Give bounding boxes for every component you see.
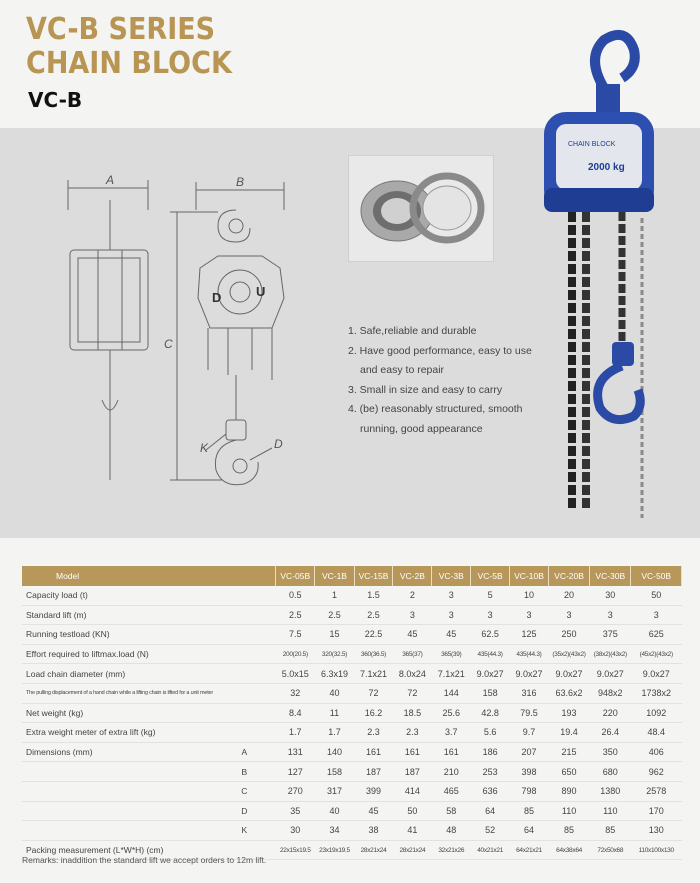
dimension-c-label: C (164, 337, 173, 351)
table-cell: 1092 (631, 703, 682, 723)
table-cell: 207 (510, 742, 549, 762)
table-cell: 365(37) (393, 644, 432, 664)
table-cell: 140 (315, 742, 354, 762)
table-cell: 3 (590, 605, 631, 625)
row-label: Extra weight meter of extra lift (kg) (22, 723, 213, 743)
feature-item: 1. Safe,reliable and durable (348, 325, 477, 337)
table-cell: 25.6 (432, 703, 471, 723)
table-cell: 50 (631, 586, 682, 605)
table-cell: 9.0x27 (548, 664, 589, 684)
table-row (22, 644, 682, 664)
header-model-column: VC-10B (510, 566, 549, 586)
header-model-column: VC-50B (631, 566, 682, 586)
table-cell: 625 (631, 625, 682, 645)
table-cell: (38x2)(43x2) (590, 644, 631, 664)
row-label: Capacity load (t) (22, 586, 213, 605)
table-cell: 636 (471, 781, 510, 801)
table-cell: 3 (471, 605, 510, 625)
table-cell: 435(44.3) (510, 644, 549, 664)
table-cell: 316 (510, 683, 549, 703)
table-cell: 7.1x21 (432, 664, 471, 684)
table-cell: 2 (393, 586, 432, 605)
table-header-row (22, 566, 682, 586)
row-label (22, 821, 213, 841)
specification-table (22, 566, 682, 860)
table-cell: 3 (393, 605, 432, 625)
row-label: The pulling displacement of a hand chain while a lifting chain is lifted for a unit meter (22, 683, 213, 703)
body-capacity-label: 2000 kg (588, 162, 625, 173)
table-cell: 465 (432, 781, 471, 801)
table-cell: 48 (432, 821, 471, 841)
table-cell: 127 (276, 762, 315, 782)
table-cell: 1.7 (315, 723, 354, 743)
table-row (22, 762, 682, 782)
table-cell: 130 (631, 821, 682, 841)
table-cell: 2.5 (315, 605, 354, 625)
row-sub-label (213, 683, 276, 703)
row-sub-label: A (213, 742, 276, 762)
table-cell: 215 (548, 742, 589, 762)
bearing-photo (348, 155, 494, 262)
row-sub-label (213, 664, 276, 684)
row-label: Net weight (kg) (22, 703, 213, 723)
table-row (22, 781, 682, 801)
table-cell: 131 (276, 742, 315, 762)
row-label: Packing measurement (L*W*H) (cm) (22, 840, 213, 860)
table-cell: 220 (590, 703, 631, 723)
header-model-column: VC-2B (393, 566, 432, 586)
table-cell: 3 (510, 605, 549, 625)
table-cell: 26.4 (590, 723, 631, 743)
header-model-column: VC-30B (590, 566, 631, 586)
table-cell: 22.5 (354, 625, 393, 645)
table-cell: 187 (393, 762, 432, 782)
table-cell: 62.5 (471, 625, 510, 645)
table-cell: 680 (590, 762, 631, 782)
series-title: VC-B SERIES (26, 12, 216, 47)
table-cell: 435(44.3) (471, 644, 510, 664)
feature-item: and easy to repair (360, 364, 445, 376)
table-cell: 650 (548, 762, 589, 782)
table-cell: 28x21x24 (393, 840, 432, 860)
header-model-column: VC-5B (471, 566, 510, 586)
table-cell: 125 (510, 625, 549, 645)
row-sub-label (213, 644, 276, 664)
table-cell: 3.7 (432, 723, 471, 743)
table-cell: 110x100x130 (631, 840, 682, 860)
table-cell: 2.5 (354, 605, 393, 625)
table-cell: 41 (393, 821, 432, 841)
table-cell: 406 (631, 742, 682, 762)
table-cell: 170 (631, 801, 682, 821)
table-cell: 64 (510, 821, 549, 841)
row-sub-label: K (213, 821, 276, 841)
table-cell: 15 (315, 625, 354, 645)
row-sub-label (213, 586, 276, 605)
product-title: CHAIN BLOCK (26, 46, 232, 81)
table-cell: 64x21x21 (510, 840, 549, 860)
table-cell: 72 (393, 683, 432, 703)
dimension-d-label: D (274, 437, 283, 451)
table-cell: 144 (432, 683, 471, 703)
row-label: Dimensions (mm) (22, 742, 213, 762)
table-cell: 1.5 (354, 586, 393, 605)
row-sub-label (213, 703, 276, 723)
dimension-k-label: K (200, 441, 209, 455)
row-label: Load chain diameter (mm) (22, 664, 213, 684)
table-cell: 962 (631, 762, 682, 782)
table-row (22, 664, 682, 684)
mark-u-label: U (256, 284, 266, 299)
table-cell: 5.0x15 (276, 664, 315, 684)
table-cell: 9.0x27 (510, 664, 549, 684)
table-cell: 9.7 (510, 723, 549, 743)
table-cell: 32 (276, 683, 315, 703)
table-cell: 19.4 (548, 723, 589, 743)
table-cell: 360(36.5) (354, 644, 393, 664)
table-cell: 350 (590, 742, 631, 762)
table-cell: 40 (315, 801, 354, 821)
table-cell: 2.3 (354, 723, 393, 743)
table-cell: 320(32.5) (315, 644, 354, 664)
table-cell: 270 (276, 781, 315, 801)
row-label (22, 801, 213, 821)
table-cell: 72x50x68 (590, 840, 631, 860)
table-cell: 85 (548, 821, 589, 841)
table-cell: 42.8 (471, 703, 510, 723)
feature-list (348, 322, 558, 439)
table-cell: 798 (510, 781, 549, 801)
header-model: Model (22, 566, 276, 586)
table-cell: 16.2 (354, 703, 393, 723)
table-cell: 28x21x24 (354, 840, 393, 860)
table-cell: (35x2)(43x2) (548, 644, 589, 664)
row-sub-label (213, 625, 276, 645)
table-cell: 6.3x19 (315, 664, 354, 684)
table-cell: 18.5 (393, 703, 432, 723)
table-cell: 2.5 (276, 605, 315, 625)
table-cell: 5 (471, 586, 510, 605)
table-cell: 8.0x24 (393, 664, 432, 684)
table-cell: 250 (548, 625, 589, 645)
header-model-column: VC-3B (432, 566, 471, 586)
table-cell: 158 (471, 683, 510, 703)
dimension-b-label: B (236, 175, 245, 189)
table-cell: 20 (548, 586, 589, 605)
table-cell: 187 (354, 762, 393, 782)
table-cell: 64x38x64 (548, 840, 589, 860)
remarks-note: Remarks: inaddition the standard lift we accept orders to 12m lift. (22, 855, 267, 865)
table-cell: 9.0x27 (590, 664, 631, 684)
table-cell: 948x2 (590, 683, 631, 703)
table-cell: 45 (393, 625, 432, 645)
table-cell: 34 (315, 821, 354, 841)
table-cell: 7.5 (276, 625, 315, 645)
table-cell: 48.4 (631, 723, 682, 743)
table-cell: 3 (432, 605, 471, 625)
table-row (22, 703, 682, 723)
table-cell: 210 (432, 762, 471, 782)
table-row (22, 821, 682, 841)
table-cell: 79.5 (510, 703, 549, 723)
table-cell: 1738x2 (631, 683, 682, 703)
table-cell: 30 (590, 586, 631, 605)
feature-item: 4. (be) reasonably structured, smooth (348, 403, 523, 415)
table-cell: 30 (276, 821, 315, 841)
dimension-a-label: A (106, 173, 115, 187)
table-cell: 35 (276, 801, 315, 821)
table-cell: 72 (354, 683, 393, 703)
table-cell: 8.4 (276, 703, 315, 723)
table-cell: 161 (354, 742, 393, 762)
technical-drawing (40, 170, 310, 510)
table-row (22, 742, 682, 762)
mark-d-label: D (212, 290, 222, 305)
feature-item: running, good appearance (360, 422, 483, 435)
model-code: VC-B (28, 88, 83, 112)
table-row (22, 683, 682, 703)
table-cell: 365(39) (432, 644, 471, 664)
row-label: Running testload (KN) (22, 625, 213, 645)
table-cell: 22x15x19.5 (276, 840, 315, 860)
table-cell: 64 (471, 801, 510, 821)
table-cell: 110 (548, 801, 589, 821)
table-cell: 3 (432, 586, 471, 605)
table-cell: 161 (432, 742, 471, 762)
table-cell: 32x21x26 (432, 840, 471, 860)
table-cell: 45 (354, 801, 393, 821)
row-label: Effort required to liftmax.load (N) (22, 644, 213, 664)
table-cell: 186 (471, 742, 510, 762)
table-cell: 10 (510, 586, 549, 605)
table-cell: 3 (548, 605, 589, 625)
table-cell: 52 (471, 821, 510, 841)
table-cell: 50 (393, 801, 432, 821)
chain-block-photo (530, 28, 700, 528)
table-cell: 38 (354, 821, 393, 841)
table-cell: 5.6 (471, 723, 510, 743)
row-label: Standard lift (m) (22, 605, 213, 625)
header-model-column: VC-1B (315, 566, 354, 586)
table-cell: 399 (354, 781, 393, 801)
table-cell: 161 (393, 742, 432, 762)
row-sub-label (213, 723, 276, 743)
table-cell: 85 (510, 801, 549, 821)
feature-item: 3. Small in size and easy to carry (348, 383, 503, 396)
table-row (22, 605, 682, 625)
row-sub-label: D (213, 801, 276, 821)
table-cell: 7.1x21 (354, 664, 393, 684)
table-cell: 9.0x27 (631, 664, 682, 684)
header-model-column: VC-15B (354, 566, 393, 586)
table-cell: 193 (548, 703, 589, 723)
table-cell: 253 (471, 762, 510, 782)
row-sub-label: B (213, 762, 276, 782)
table-cell: 2.3 (393, 723, 432, 743)
table-row (22, 723, 682, 743)
table-cell: 375 (590, 625, 631, 645)
table-cell: 317 (315, 781, 354, 801)
table-cell: 110 (590, 801, 631, 821)
table-cell: (45x2)(43x2) (631, 644, 682, 664)
bearing-image (349, 156, 493, 261)
table-cell: 890 (548, 781, 589, 801)
table-cell: 45 (432, 625, 471, 645)
table-cell: 1380 (590, 781, 631, 801)
header-model-column: VC-05B (276, 566, 315, 586)
table-row (22, 801, 682, 821)
table-cell: 2578 (631, 781, 682, 801)
table-cell: 58 (432, 801, 471, 821)
table-cell: 200(20.5) (276, 644, 315, 664)
table-cell: 1.7 (276, 723, 315, 743)
table-cell: 11 (315, 703, 354, 723)
table-cell: 158 (315, 762, 354, 782)
table-cell: 9.0x27 (471, 664, 510, 684)
table-row (22, 586, 682, 605)
feature-item: 2. Have good performance, easy to use (348, 344, 532, 357)
table-cell: 23x19x19.5 (315, 840, 354, 860)
table-cell: 0.5 (276, 586, 315, 605)
table-cell: 63.6x2 (548, 683, 589, 703)
row-sub-label: C (213, 781, 276, 801)
table-cell: 414 (393, 781, 432, 801)
table-cell: 40 (315, 683, 354, 703)
row-label (22, 762, 213, 782)
row-sub-label (213, 605, 276, 625)
table-cell: 40x21x21 (471, 840, 510, 860)
row-label (22, 781, 213, 801)
table-cell: 85 (590, 821, 631, 841)
body-brand-label: CHAIN BLOCK (568, 141, 616, 148)
table-cell: 3 (631, 605, 682, 625)
table-cell: 1 (315, 586, 354, 605)
header-model-column: VC-20B (548, 566, 589, 586)
table-row (22, 625, 682, 645)
table-cell: 398 (510, 762, 549, 782)
